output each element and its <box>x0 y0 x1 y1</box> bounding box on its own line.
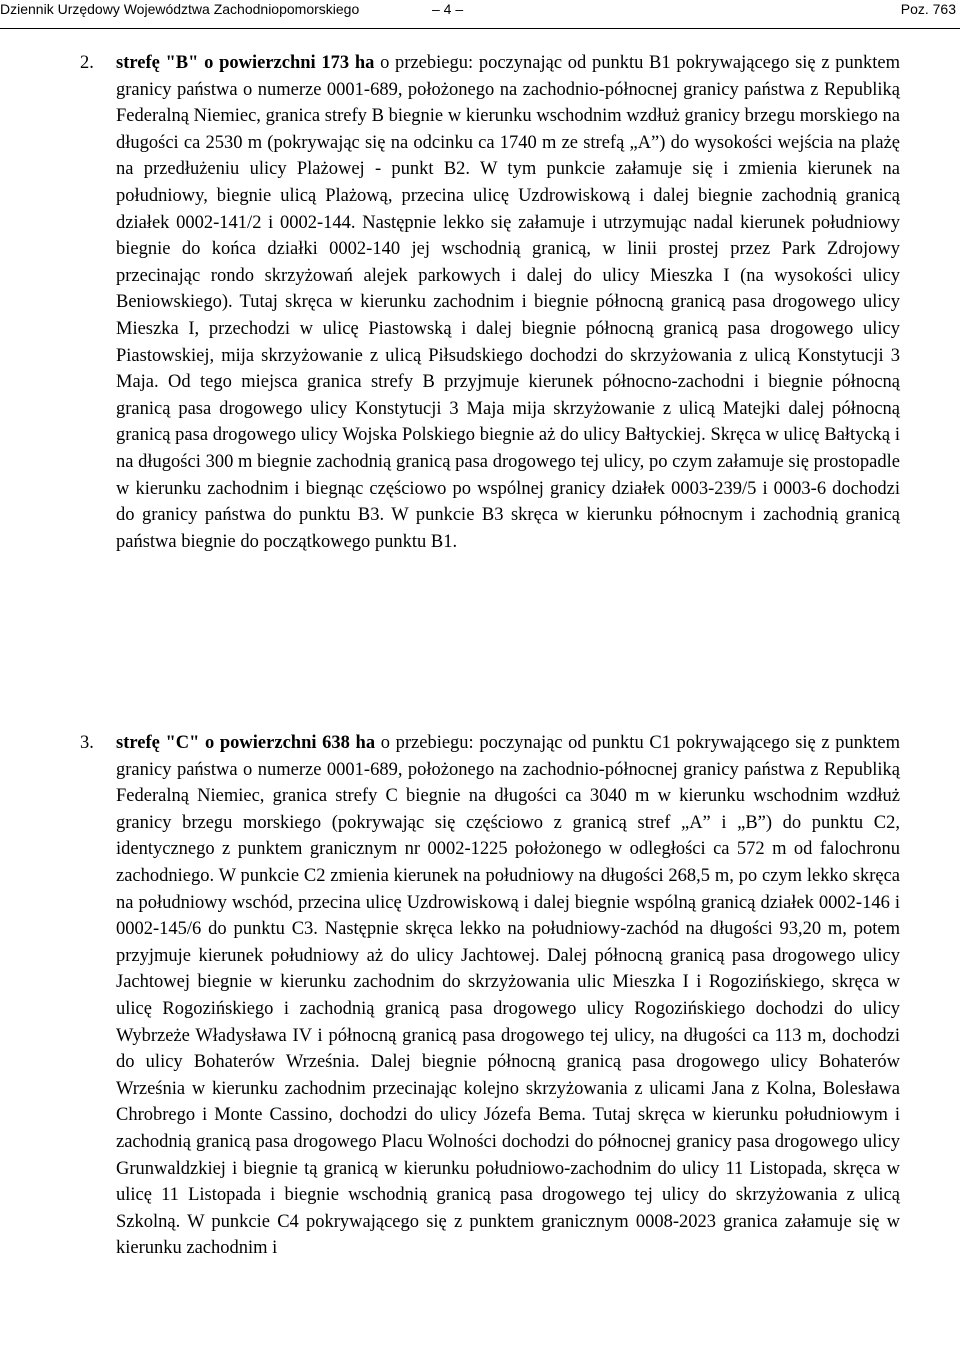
page-number: – 4 – <box>432 1 464 17</box>
item-number: 2. <box>80 53 94 73</box>
item-lead: strefę "C" o powierzchni 638 ha <box>116 733 376 753</box>
item-body: o przebiegu: poczynając od punktu B1 pokrywającego się z punktem granicy państwa o numerze 0001-689, położonego na zachodnio-północnej granicy państwa z Republiką Federalną Niemiec, granica strefy B biegnie w kierunku wschodnim wzdłuż granicy brzegu morskiego na długości ca 2530 m (pokrywając się na odcinku ca 1740 m ze strefą „A”) do wysokości wejścia na plażę na przedłużeniu ulicy Plażowej - punkt B2. W tym punkcie załamuje się i zmienia kierunek na południowy, biegnie ulicą Plażową, przecina ulicę Uzdrowiskową i dalej biegnie zachodnią granicą działek 0002-141/2 i 0002-144. Następnie lekko się załamuje i utrzymując nadal kierunek południowy biegnie do końca działki 0002-140 jej wschodnią granicą, w linii prostej przez Park Zdrojowy przecinając rondo skrzyżowań alejek parkowych i dalej do ulicy Mieszka I (na wysokości ulicy Beniowskiego). Tutaj skręca w kierunku zachodnim i biegnie północną granicą pasa drogowego ulicy Mieszka I, przechodzi w ulicę Piastowską i dalej biegnie północną granicą pasa drogowego ulicy Piastowskiej, mija skrzyżowanie z ulicą Piłsudskiego dochodzi do skrzyżowania z ulicą Konstytucji 3 Maja. Od tego miejsca granica strefy B przyjmuje kierunek północno-zachodni i biegnie północną granicą pasa drogowego ulicy Konstytucji 3 Maja mija skrzyżowanie z ulicą Matejki dalej północną granicą pasa drogowego ulicy Wojska Polskiego biegnie aż do ulicy Bałtyckiej. Skręca w ulicę Bałtycką i na długości 300 m biegnie zachodnią granicą pasa drogowego tej ulicy, po czym załamuje się prostopadle w kierunku zachodnim i biegnąc częściowo po wspólnej granicy działek 0003-239/5 i 0003-6 dochodzi do granicy państwa do punktu B3. W punkcie B3 skręca w kierunku północnym i zachodnią granicą państwa biegnie do początkowego punktu B1. <box>116 53 900 552</box>
item-body: o przebiegu: poczynając od punktu C1 pokrywającego się z punktem granicy państwa o numerze 0001-689, położonego na zachodnio-północnej granicy państwa z Republiką Federalną Niemiec, granica strefy C biegnie na długości ca 3040 m w kierunku wschodnim wzdłuż granicy brzegu morskiego (pokrywając się częściowo z granicą stref „A” i „B”) do punktu C2, identycznego z punktem granicznym nr 0002-1225 położonego w odległości ca 572 m od falochronu zachodniego. W punkcie C2 zmienia kierunek na południowy na długości 268,5 m, po czym lekko skręca na południowy wschód, przecina ulicę Uzdrowiskową i dalej biegnie wspólną granicą działek 0002-146 i 0002-145/6 do punktu C3. Następnie skręca lekko na południowy-zachód na długości 93,20 m, potem przyjmuje kierunek południowy aż do ulicy Jachtowej. Dalej północną granicą pasa drogowego ulicy Jachtowej biegnie w kierunku zachodnim do skrzyżowania ulic Mieszka I i Rogozińskiego, skręca w ulicę Rogozińskiego i zachodnią granicą pasa drogowego ulicy Rogozińskiego dochodzi do ulicy Wybrzeże Władysława IV i północną granicą pasa drogowego tej ulicy, na długości ca 113 m, dochodzi do ulicy Bohaterów Września. Dalej biegnie północną granicą pasa drogowego ulicy Bohaterów Września w kierunku zachodnim przecinając kolejno skrzyżowania z ulicami Jana z Kolna, Bolesława Chrobrego i Monte Cassino, dochodzi do ulicy Józefa Bema. Tutaj skręca w kierunku południowym i zachodnią granicą pasa drogowego Placu Wolności dochodzi do północnej granicy pasa drogowego ulicy Grunwaldzkiej i biegnie tą granicą w kierunku południowo-zachodnim do ulicy 11 Listopada, skręca w ulicę 11 Listopada i biegnie wschodnią granicą pasa drogowego tej ulicy do skrzyżowania z ulicą Szkolną. W punkcie C4 pokrywającego się z punktem granicznym 0008-2023 granica załamuje się w kierunku zachodnim i <box>116 733 900 1259</box>
item-paragraph <box>116 730 900 1262</box>
item-number: 3. <box>80 733 94 753</box>
item-lead: strefę "B" o powierzchni 173 ha <box>116 53 375 73</box>
item-paragraph <box>116 50 900 555</box>
position-number: Poz. 763 <box>900 1 956 17</box>
journal-title: Dziennik Urzędowy Województwa Zachodniopomorskiego <box>0 1 360 17</box>
page-header <box>0 0 960 29</box>
